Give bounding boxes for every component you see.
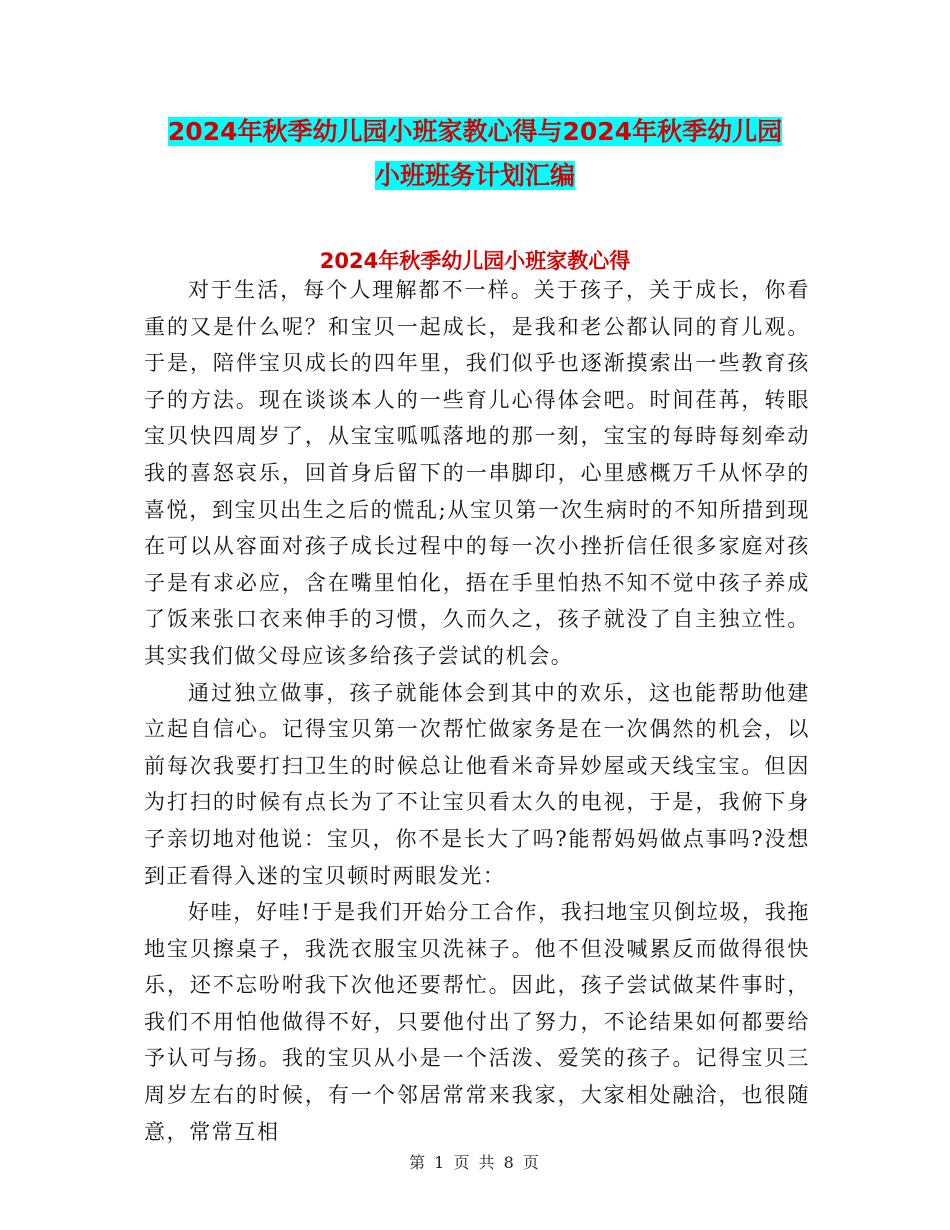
- paragraph: 对于生活，每个人理解都不一样。关于孩子，关于成长，你看重的又是什么呢？和宝贝一起成长，是我和老公都认同的育儿观。于是，陪伴宝贝成长的四年里，我们似乎也逐渐摸索出一些教育孩子的方法。现在谈谈本人的一些育儿心得体会吧。时间荏苒，转眼宝贝快四周岁了，从宝宝呱呱落地的那一刻，宝宝的每時每刻牵动我的喜怒哀乐，回首身后留下的一串脚印，心里感概万千从怀孕的喜悦，到宝贝出生之后的慌乱;从宝贝第一次生病时的不知所措到现在可以从容面对孩子成长过程中的每一次小挫折信任很多家庭对孩子是有求必应，含在嘴里怕化，捂在手里怕热不知不觉中孩子养成了饭来张口衣来伸手的习惯，久而久之，孩子就没了自主独立性。其实我们做父母应该多给孩子尝试的机会。: [144, 278, 810, 668]
- page-footer: 第 1 页 共 8 页: [409, 1153, 541, 1172]
- document-body: [144, 272, 810, 1150]
- section-heading: 2024年秋季幼儿园小班家教心得: [319, 249, 631, 273]
- document-title-line-1: 2024年秋季幼儿园小班家教心得与2024年秋季幼儿园: [167, 117, 783, 146]
- paragraph: 通过独立做事，孩子就能体会到其中的欢乐，这也能帮助他建立起自信心。记得宝贝第一次帮忙做家务是在一次偶然的机会，以前每次我要打扫卫生的时候总让他看米奇异妙屋或天线宝宝。但因为打扫的时候有点长为了不让宝贝看太久的电视，于是，我俯下身子亲切地对他说：宝贝，你不是长大了吗?能帮妈妈做点事吗?没想到正看得入迷的宝贝顿时两眼发光：: [144, 680, 810, 888]
- document-title: [0, 110, 950, 198]
- document-title-line-2: 小班班务计划汇编: [374, 161, 575, 190]
- paragraph: 好哇，好哇!于是我们开始分工合作，我扫地宝贝倒垃圾，我拖地宝贝擦桌子，我洗衣服宝贝洗袜子。他不但没喊累反而做得很快乐，还不忘吩咐我下次他还要帮忙。因此，孩子尝试做某件事时，我们不用怕他做得不好，只要他付出了努力，不论结果如何都要给予认可与扬。我的宝贝从小是一个活泼、爱笑的孩子。记得宝贝三周岁左右的时候，有一个邻居常常来我家，大家相处融洽，也很随意，常常互相: [144, 900, 810, 1144]
